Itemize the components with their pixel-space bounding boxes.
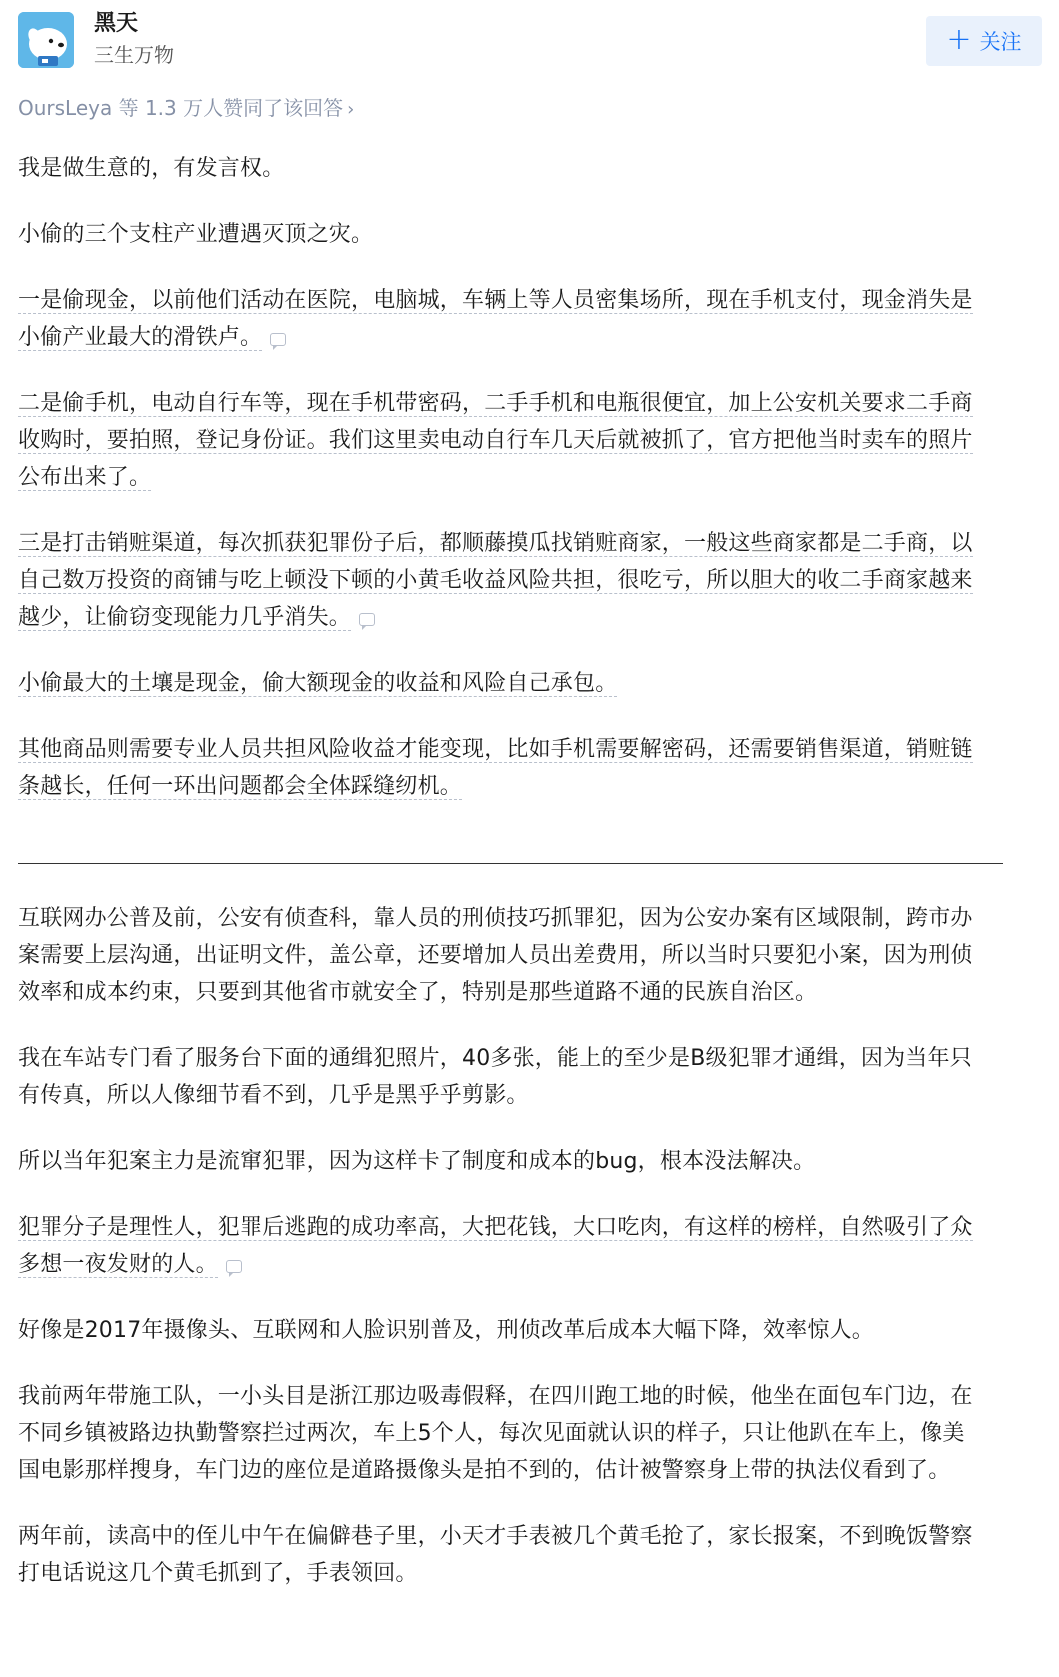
paragraph: 小偷的三个支柱产业遭遇灭顶之灾。 bbox=[18, 222, 374, 247]
paragraph: 好像是2017年摄像头、互联网和人脸识别普及，刑侦改革后成本大幅下降，效率惊人。 bbox=[18, 1318, 874, 1343]
highlighted-text[interactable]: 一是偷现金，以前他们活动在医院，电脑城，车辆上等人员密集场所，现在手机支付，现金消失是小偷产业最大的滑铁卢。 bbox=[18, 288, 973, 350]
follow-button[interactable] bbox=[926, 16, 1042, 66]
comment-icon[interactable] bbox=[226, 1260, 242, 1273]
chevron-right-icon: › bbox=[347, 99, 355, 120]
highlighted-text[interactable]: 其他商品则需要专业人员共担风险收益才能变现，比如手机需要解密码，还需要销售渠道，销赃链条越长，任何一环出问题都会全体踩缝纫机。 bbox=[18, 737, 973, 799]
paragraph bbox=[18, 731, 978, 805]
paragraph bbox=[18, 665, 978, 702]
paragraph: 我是做生意的，有发言权。 bbox=[18, 156, 285, 181]
plus-icon: + bbox=[946, 21, 972, 57]
highlighted-text[interactable]: 小偷最大的土壤是现金，偷大额现金的收益和风险自己承包。 bbox=[18, 671, 618, 696]
paragraph: 我前两年带施工队，一小头目是浙江那边吸毒假释，在四川跑工地的时候，他坐在面包车门边，在不同乡镇被路边执勤警察拦过两次，车上5个人，每次见面就认识的样子，只让他趴在车上，像美国电影那样搜身，车门边的座位是道路摄像头是拍不到的，估计被警察身上带的执法仪看到了。 bbox=[18, 1384, 973, 1483]
paragraph: 互联网办公普及前，公安有侦查科，靠人员的刑侦技巧抓罪犯，因为公安办案有区域限制，跨市办案需要上层沟通，出证明文件，盖公章，还要增加人员出差费用，所以当时只要犯小案，因为刑侦效率和成本约束，只要到其他省市就安全了，特别是那些道路不通的民族自治区。 bbox=[18, 906, 973, 1005]
cartoon-dog-icon bbox=[18, 12, 74, 68]
paragraph: 两年前，读高中的侄儿中午在偏僻巷子里，小天才手表被几个黄毛抢了，家长报案，不到晚饭警察打电话说这几个黄毛抓到了，手表领回。 bbox=[18, 1524, 973, 1586]
paragraph: 我在车站专门看了服务台下面的通缉犯照片，40多张，能上的至少是B级犯罪才通缉，因为当年只有传真，所以人像细节看不到，几乎是黑乎乎剪影。 bbox=[18, 1046, 972, 1108]
highlighted-text[interactable]: 三是打击销赃渠道，每次抓获犯罪份子后，都顺藤摸瓜找销赃商家，一般这些商家都是二手商，以自己数万投资的商铺与吃上顿没下顿的小黄毛收益风险共担，很吃亏，所以胆大的收二手商家越来越少，让偷窃变现能力几乎消失。 bbox=[18, 531, 973, 630]
author-name[interactable]: 黑天 bbox=[94, 11, 139, 36]
paragraph bbox=[18, 385, 978, 496]
author-bio: 三生万物 bbox=[94, 43, 174, 67]
comment-icon[interactable] bbox=[359, 613, 375, 626]
voters-text: OursLeya 等 1.3 万人赞同了该回答 bbox=[18, 96, 344, 120]
paragraph bbox=[18, 525, 978, 636]
highlighted-text[interactable]: 二是偷手机，电动自行车等，现在手机带密码，二手手机和电瓶很便宜，加上公安机关要求二手商收购时，要拍照，登记身份证。我们这里卖电动自行车几天后就被抓了，官方把他当时卖车的照片公布出来了。 bbox=[18, 391, 973, 490]
highlighted-text[interactable]: 犯罪分子是理性人，犯罪后逃跑的成功率高，大把花钱，大口吃肉，有这样的榜样，自然吸引了众多想一夜发财的人。 bbox=[18, 1215, 973, 1277]
comment-icon[interactable] bbox=[270, 333, 286, 346]
voters-link[interactable] bbox=[18, 94, 354, 124]
paragraph: 所以当年犯案主力是流窜犯罪，因为这样卡了制度和成本的bug，根本没法解决。 bbox=[18, 1149, 816, 1174]
author-avatar[interactable] bbox=[18, 12, 74, 68]
paragraph bbox=[18, 1209, 978, 1283]
follow-label: 关注 bbox=[979, 30, 1022, 54]
paragraph bbox=[18, 282, 978, 356]
answer-content bbox=[18, 150, 1048, 1592]
